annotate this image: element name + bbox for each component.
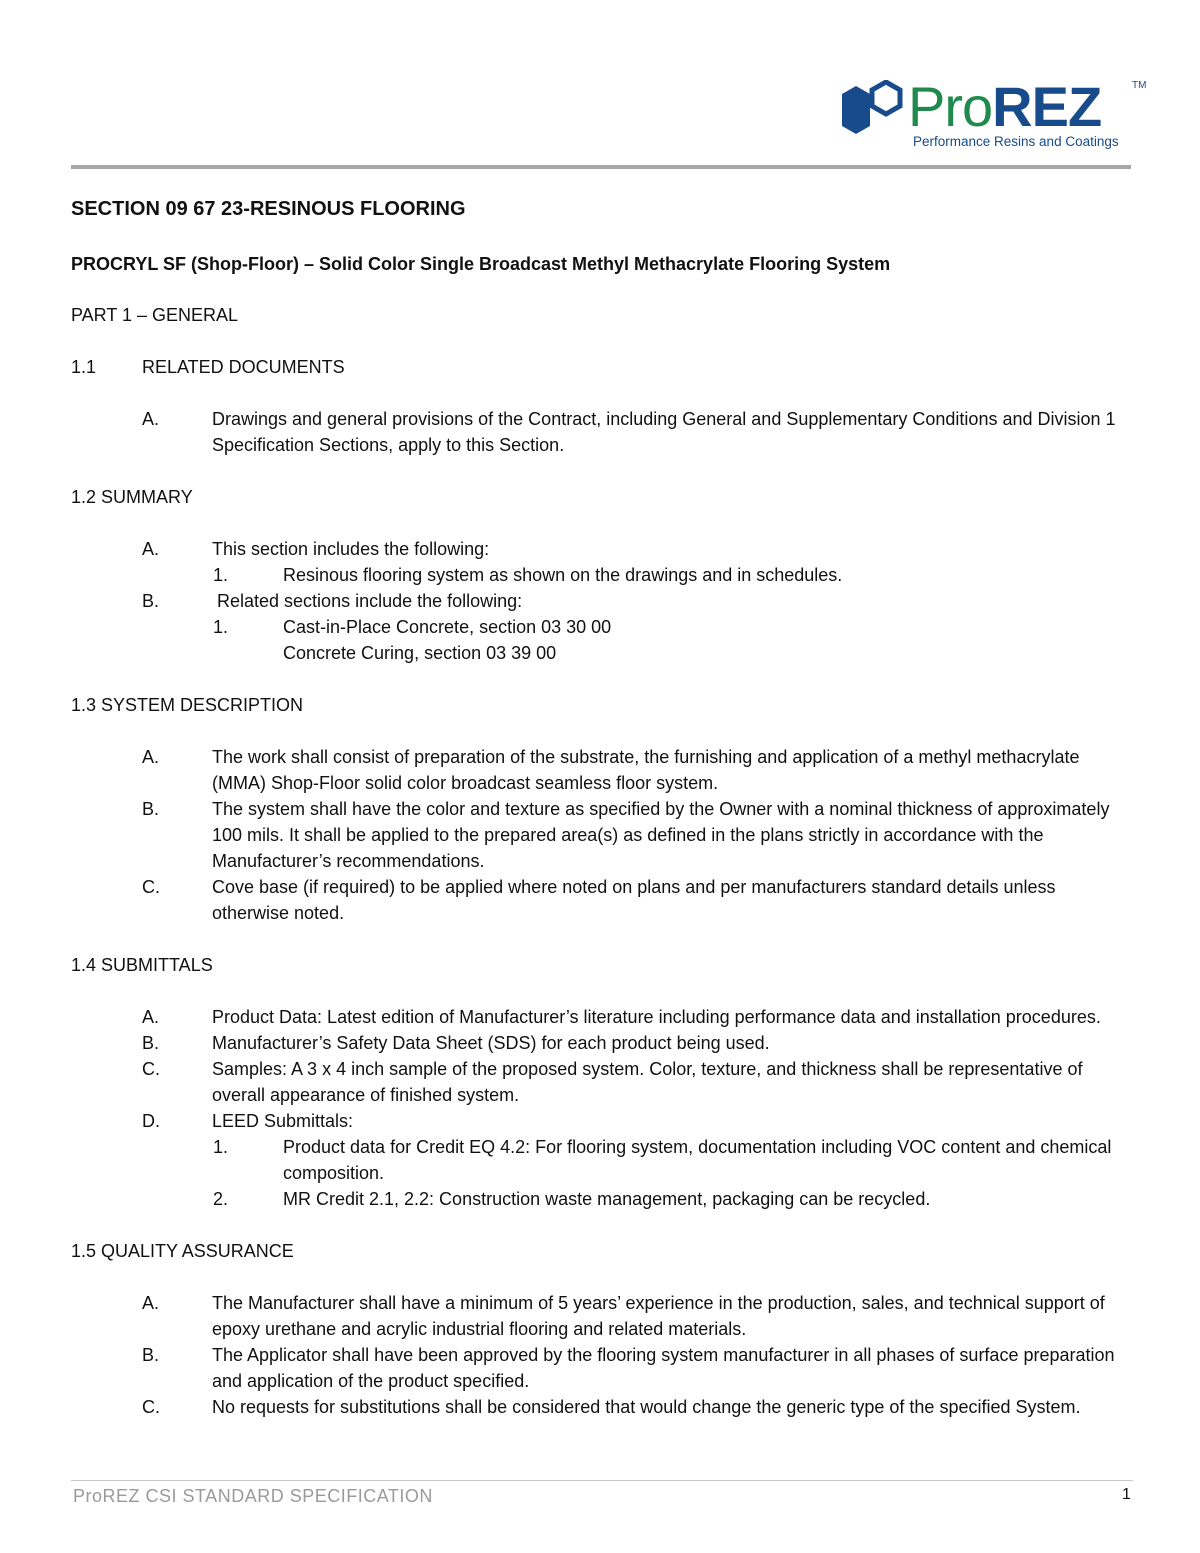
item-label: C. bbox=[142, 877, 160, 897]
list-item bbox=[71, 796, 1133, 874]
header-divider bbox=[71, 165, 1131, 169]
hexagon-logo-icon bbox=[836, 80, 908, 136]
section-heading bbox=[71, 354, 1133, 380]
item-label: B. bbox=[142, 591, 160, 611]
section-heading: 1.3 SYSTEM DESCRIPTION bbox=[71, 695, 304, 715]
item-label: C. bbox=[142, 1059, 160, 1079]
section-title: SECTION 09 67 23-RESINOUS FLOORING bbox=[71, 198, 466, 220]
section-heading: 1.5 QUALITY ASSURANCE bbox=[71, 1241, 294, 1261]
sub-item-text: Cast-in-Place Concrete, section 03 30 00 bbox=[283, 617, 612, 637]
item-label: A. bbox=[142, 747, 160, 767]
prorez-logo bbox=[836, 76, 1146, 156]
sub-item-label: 1. bbox=[213, 1137, 229, 1157]
list-item bbox=[71, 1030, 1133, 1056]
sub-item-label: 1. bbox=[213, 617, 229, 637]
section-heading: 1.4 SUBMITTALS bbox=[71, 955, 213, 975]
sub-item-label: 1. bbox=[213, 565, 229, 585]
document-subtitle: PROCRYL SF (Shop-Floor) – Solid Color Single Broadcast Methyl Methacrylate Flooring System bbox=[71, 254, 891, 274]
list-item bbox=[71, 1004, 1133, 1030]
sub-item-text: MR Credit 2.1, 2.2: Construction waste management, packaging can be recycled. bbox=[283, 1189, 931, 1209]
section-1-1 bbox=[71, 354, 1133, 458]
footer-title: ProREZ CSI STANDARD SPECIFICATION bbox=[73, 1486, 433, 1506]
item-label: D. bbox=[142, 1111, 160, 1131]
item-text: Cove base (if required) to be applied where noted on plans and per manufacturers standard details unless otherwise noted. bbox=[212, 877, 1056, 923]
item-text: Manufacturer’s Safety Data Sheet (SDS) for each product being used. bbox=[212, 1033, 770, 1053]
section-1-4 bbox=[71, 952, 1133, 1212]
item-text: Drawings and general provisions of the Contract, including General and Supplementary Conditions and Division 1 Specification Sections, apply to this Section. bbox=[212, 409, 1116, 455]
sub-item-text: Resinous flooring system as shown on the drawings and in schedules. bbox=[283, 565, 843, 585]
logo-wordmark bbox=[908, 76, 1101, 138]
list-item bbox=[71, 406, 1133, 458]
part-heading: PART 1 – GENERAL bbox=[71, 305, 239, 325]
list-item bbox=[71, 1342, 1133, 1394]
item-text: Product Data: Latest edition of Manufacturer’s literature including performance data and installation procedures. bbox=[212, 1007, 1101, 1027]
item-text: The Manufacturer shall have a minimum of 5 years’ experience in the production, sales, and technical support of epoxy urethane and acrylic industrial flooring and related materials. bbox=[212, 1293, 1105, 1339]
list-item bbox=[71, 1108, 1133, 1134]
logo-tagline: Performance Resins and Coatings bbox=[913, 134, 1119, 149]
list-item bbox=[71, 1394, 1133, 1420]
footer-divider bbox=[71, 1480, 1133, 1481]
section-number: 1.1 bbox=[71, 357, 97, 377]
section-heading: 1.2 SUMMARY bbox=[71, 487, 193, 507]
item-label: A. bbox=[142, 409, 160, 429]
sub-item bbox=[71, 1134, 1133, 1186]
logo-rez-text: REZ bbox=[992, 75, 1102, 138]
logo-pro-text: Pro bbox=[908, 75, 993, 138]
section-1-2 bbox=[71, 484, 1133, 666]
item-text: No requests for substitutions shall be considered that would change the generic type of the specified System. bbox=[212, 1397, 1081, 1417]
item-text: Related sections include the following: bbox=[212, 591, 523, 611]
section-1-3 bbox=[71, 692, 1133, 926]
item-text: This section includes the following: bbox=[212, 539, 490, 559]
section-1-5 bbox=[71, 1238, 1133, 1420]
list-item bbox=[71, 536, 1133, 562]
item-label: C. bbox=[142, 1397, 160, 1417]
list-item bbox=[71, 1290, 1133, 1342]
sub-item-text: Product data for Credit EQ 4.2: For flooring system, documentation including VOC content and chemical composition. bbox=[283, 1137, 1112, 1183]
sub-item bbox=[71, 1186, 1133, 1212]
item-text: The system shall have the color and texture as specified by the Owner with a nominal thickness of approximately 100 mils. It shall be applied to the prepared area(s) as defined in the plans strictly in accordance with the Manufacturer’s recommendations. bbox=[212, 799, 1110, 871]
item-label: A. bbox=[142, 539, 160, 559]
sub-item bbox=[71, 640, 1133, 666]
sub-item bbox=[71, 614, 1133, 640]
list-item bbox=[71, 874, 1133, 926]
sub-item-text: Concrete Curing, section 03 39 00 bbox=[283, 643, 557, 663]
list-item bbox=[71, 588, 1133, 614]
item-text: The Applicator shall have been approved by the flooring system manufacturer in all phases of surface preparation and application of the product specified. bbox=[212, 1345, 1115, 1391]
item-label: A. bbox=[142, 1293, 160, 1313]
page-number: 1 bbox=[1122, 1486, 1131, 1503]
sub-item bbox=[71, 562, 1133, 588]
item-label: B. bbox=[142, 799, 160, 819]
list-item bbox=[71, 1056, 1133, 1108]
section-heading-title: RELATED DOCUMENTS bbox=[142, 357, 345, 377]
logo-trademark: TM bbox=[1132, 80, 1147, 91]
item-label: B. bbox=[142, 1033, 160, 1053]
spec-body bbox=[71, 302, 1133, 1446]
item-text: Samples: A 3 x 4 inch sample of the proposed system. Color, texture, and thickness shall be representative of overall appearance of finished system. bbox=[212, 1059, 1083, 1105]
item-label: B. bbox=[142, 1345, 160, 1365]
list-item bbox=[71, 744, 1133, 796]
item-text: The work shall consist of preparation of the substrate, the furnishing and application of a methyl methacrylate (MMA) Shop-Floor solid color broadcast seamless floor system. bbox=[212, 747, 1080, 793]
item-label: A. bbox=[142, 1007, 160, 1027]
item-text: LEED Submittals: bbox=[212, 1111, 354, 1131]
sub-item-label: 2. bbox=[213, 1189, 229, 1209]
